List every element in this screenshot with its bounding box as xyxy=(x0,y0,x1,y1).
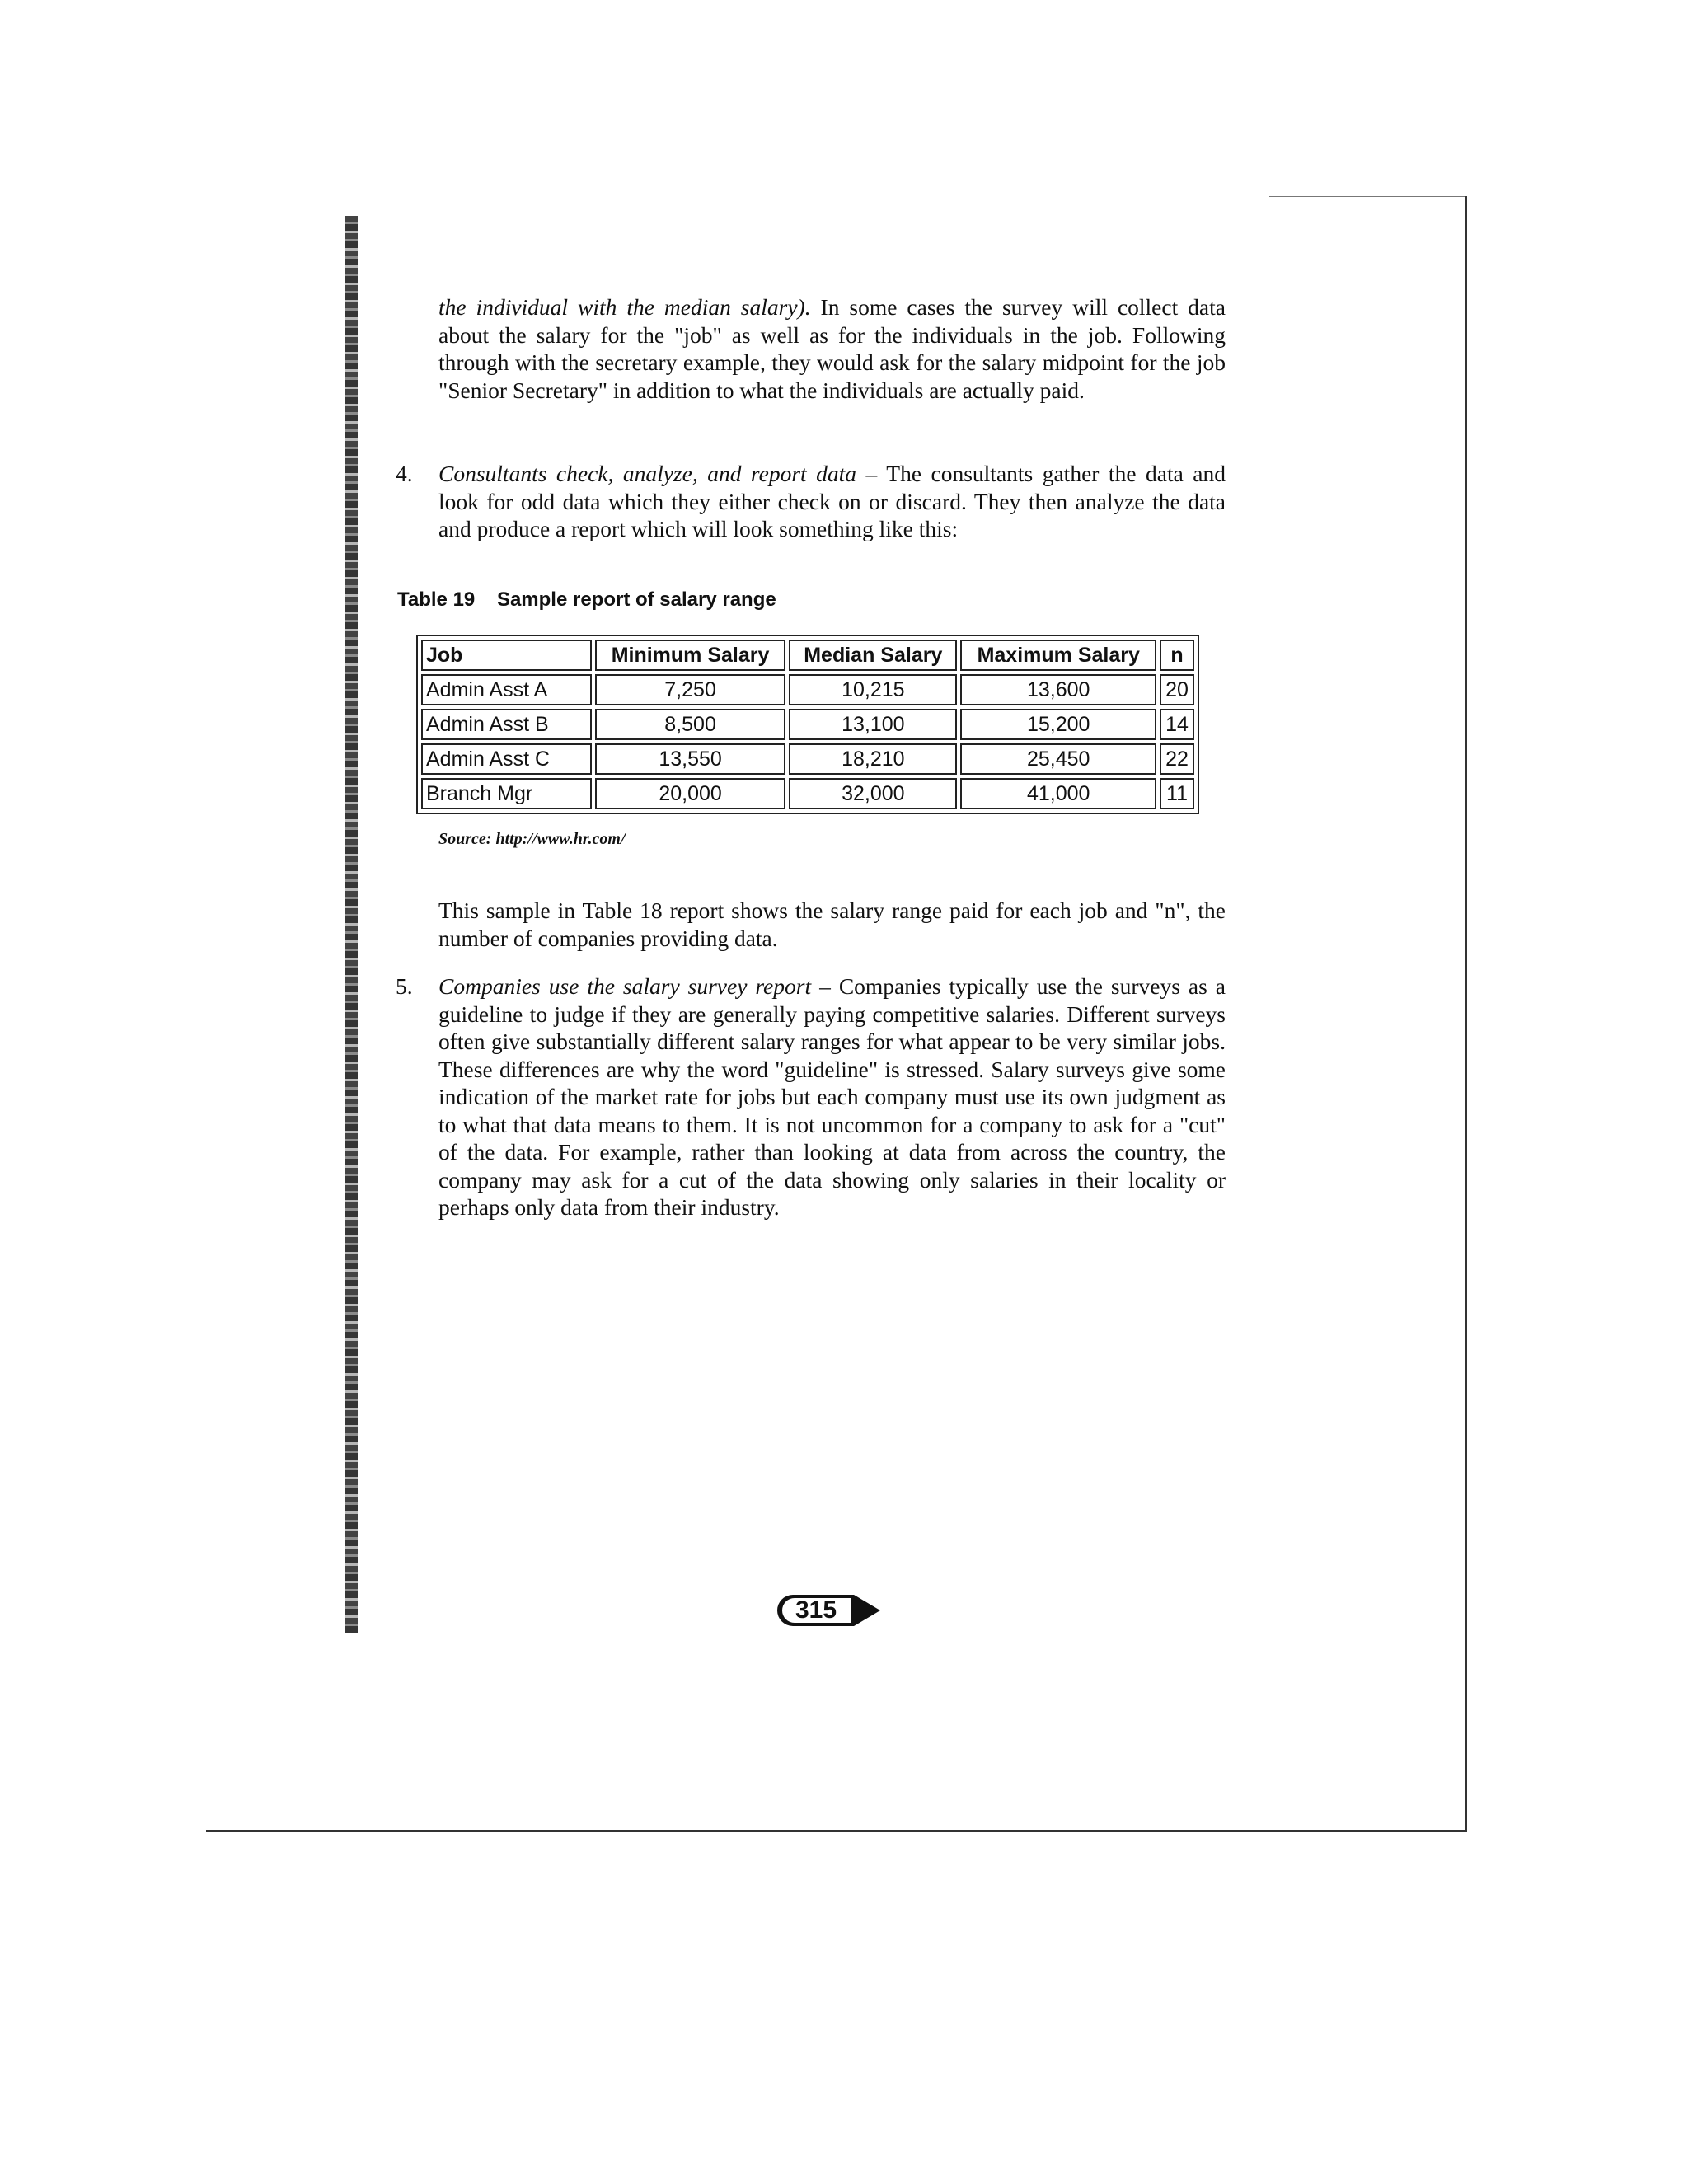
table-row xyxy=(421,674,1194,705)
page-frame-top xyxy=(1269,196,1467,197)
table-cell: 15,200 xyxy=(960,709,1156,740)
table-label: Table 19 xyxy=(397,588,476,611)
table-cell: 22 xyxy=(1160,743,1194,775)
table-cell: 13,550 xyxy=(595,743,785,775)
list-number: 4. xyxy=(396,461,413,486)
table-cell: 7,250 xyxy=(595,674,785,705)
table-cell: 20 xyxy=(1160,674,1194,705)
list-item-text: – The consultants gather the data and look for odd data which they either check on or discard. They then analyze the data and produce a report which will look something like this: xyxy=(438,461,1226,541)
table-row xyxy=(421,778,1194,809)
table-caption: Sample report of salary range xyxy=(496,588,776,611)
page-frame-bottom xyxy=(206,1830,1467,1832)
table-cell: Branch Mgr xyxy=(421,778,592,809)
table-row xyxy=(421,743,1194,775)
column-header-median: Median Salary xyxy=(789,640,957,671)
list-item-text: – Companies typically use the surveys as a guideline to judge if they are generally paying competitive salaries. Different surveys often give substantially different salary ranges for what appear to be very similar jobs. These differences are why the word "guideline" is stressed. Salary surveys give some indication of the market rate for jobs but each company must use its own judgment as to what that data means to them. It is not uncommon for a company to ask for a "cut" of the data. For example, rather than looking at data from across the country, the company may ask for a cut of the data showing only salaries in their locality or perhaps only data from their industry. xyxy=(438,973,1226,1220)
table-cell: 11 xyxy=(1160,778,1194,809)
table-source: Source: http://www.hr.com/ xyxy=(438,830,626,848)
intro-text: In some cases the survey will collect data about the salary for the "job" as well as for the individuals in the job. Following through with the secretary example, they would ask for the salary midpoint for the job "Senior Secretary" in addition to what the individuals are actually paid. xyxy=(438,294,1226,403)
intro-italic-lead: the individual with the median salary). xyxy=(438,294,811,320)
table-cell: 10,215 xyxy=(789,674,957,705)
table-cell: 41,000 xyxy=(960,778,1156,809)
column-header-minimum: Minimum Salary xyxy=(595,640,785,671)
summary-paragraph: This sample in Table 18 report shows the salary range paid for each job and "n", the number of companies providing data. xyxy=(438,898,1226,951)
table-cell: Admin Asst A xyxy=(421,674,592,705)
table-cell: 20,000 xyxy=(595,778,785,809)
page-number-badge xyxy=(775,1592,882,1629)
intro-paragraph xyxy=(438,293,1226,404)
list-number: 5. xyxy=(396,973,413,999)
table-cell: Admin Asst C xyxy=(421,743,592,775)
page-frame-right xyxy=(1465,196,1467,1832)
column-header-maximum: Maximum Salary xyxy=(960,640,1156,671)
table-cell: 13,100 xyxy=(789,709,957,740)
page-number: 315 xyxy=(795,1596,837,1624)
list-item-italic-lead: Companies use the salary survey report xyxy=(438,973,812,999)
table-cell: 25,450 xyxy=(960,743,1156,775)
salary-table xyxy=(416,635,1199,814)
list-item-italic-lead: Consultants check, analyze, and report data xyxy=(438,461,857,486)
table-row xyxy=(421,709,1194,740)
table-cell: 8,500 xyxy=(595,709,785,740)
column-header-job: Job xyxy=(421,640,592,671)
list-item-body xyxy=(438,972,1226,1221)
table-title xyxy=(397,588,776,612)
binding-shadow xyxy=(345,216,358,1633)
table-cell: 14 xyxy=(1160,709,1194,740)
table-header-row xyxy=(421,640,1194,671)
table-cell: 13,600 xyxy=(960,674,1156,705)
table-cell: Admin Asst B xyxy=(421,709,592,740)
table-cell: 18,210 xyxy=(789,743,957,775)
list-item-body xyxy=(438,460,1226,543)
table-cell: 32,000 xyxy=(789,778,957,809)
column-header-n: n xyxy=(1160,640,1194,671)
